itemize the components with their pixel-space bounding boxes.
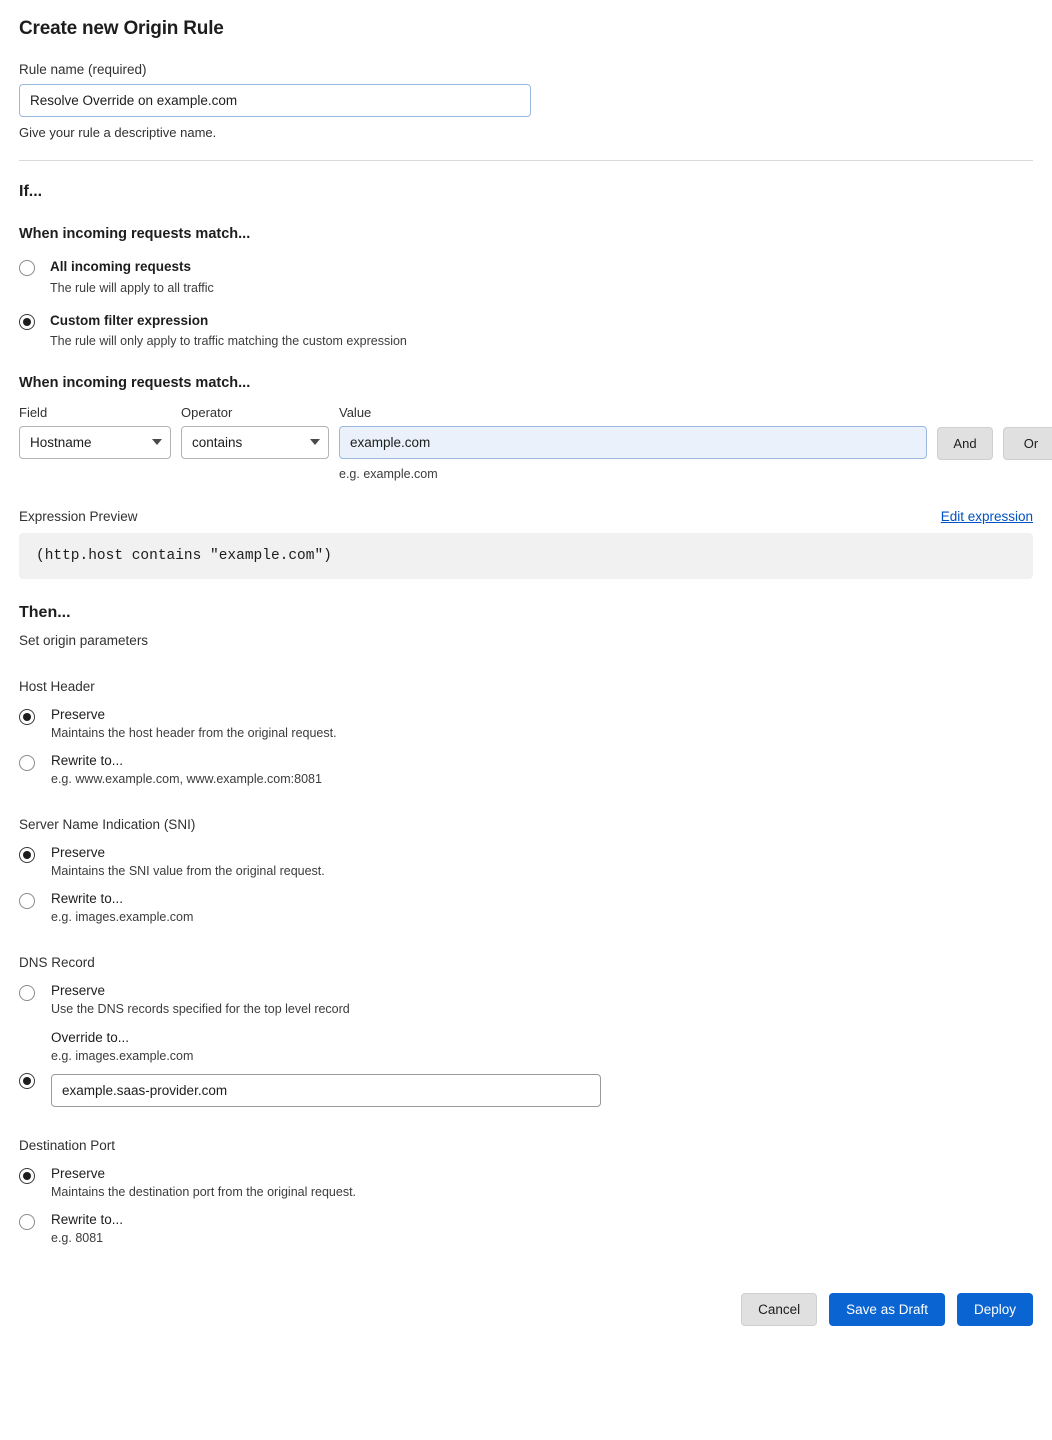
desc-port-rewrite: e.g. 8081 (51, 1230, 104, 1245)
label-port-preserve: Preserve (51, 1165, 106, 1181)
condition-operator-group (181, 405, 329, 459)
destination-port-label: Destination Port (19, 1137, 116, 1153)
desc-dns-preserve: Use the DNS records specified for the top level record (51, 1001, 350, 1016)
radio-sni-preserve[interactable] (19, 845, 1033, 878)
operator-select[interactable] (181, 426, 329, 459)
value-hint: e.g. example.com (339, 466, 438, 481)
desc-host-header-rewrite: e.g. www.example.com, www.example.com:8081 (51, 771, 322, 786)
expression-preview-header (19, 509, 1033, 524)
label-host-header-rewrite: Rewrite to... (51, 752, 124, 768)
radio-all-incoming-requests[interactable] (19, 258, 1033, 296)
save-as-draft-button[interactable]: Save as Draft (829, 1293, 945, 1326)
radio-dns-override[interactable] (19, 1030, 1033, 1107)
radio-icon-host-header-rewrite[interactable] (19, 755, 35, 771)
radio-desc-all-requests: The rule will apply to all traffic (50, 280, 214, 295)
radio-desc-custom-filter: The rule will only apply to traffic matching the custom expression (50, 334, 407, 349)
radio-host-header-rewrite[interactable] (19, 753, 1033, 786)
cancel-button[interactable]: Cancel (741, 1293, 817, 1326)
edit-expression-link[interactable]: Edit expression (940, 508, 1033, 524)
desc-host-header-preserve: Maintains the host header from the original request. (51, 725, 337, 740)
radio-icon-port-preserve[interactable] (19, 1168, 35, 1184)
logic-buttons (937, 405, 1052, 460)
then-section-heading: Then... (19, 603, 71, 621)
radio-custom-filter-expression[interactable] (19, 312, 1033, 350)
expression-preview-label: Expression Preview (19, 508, 138, 524)
value-label: Value (339, 404, 372, 420)
condition-field-group (19, 405, 171, 459)
rule-name-input[interactable] (19, 84, 531, 117)
radio-icon-sni-rewrite[interactable] (19, 893, 35, 909)
radio-icon-port-rewrite[interactable] (19, 1214, 35, 1230)
rule-name-hint: Give your rule a descriptive name. (19, 125, 217, 140)
footer-actions (19, 1293, 1033, 1344)
section-divider (19, 160, 1033, 161)
radio-icon-host-header-preserve[interactable] (19, 709, 35, 725)
if-section-heading: If... (19, 183, 43, 200)
desc-dns-override: e.g. images.example.com (51, 1048, 194, 1063)
condition-heading: When incoming requests match... (19, 374, 251, 391)
match-heading: When incoming requests match... (19, 226, 251, 242)
radio-icon-all-requests[interactable] (19, 260, 35, 276)
label-sni-preserve: Preserve (51, 844, 106, 860)
value-input[interactable] (339, 426, 927, 459)
expression-preview-box: (http.host contains "example.com") (19, 533, 1033, 579)
sni-label: Server Name Indication (SNI) (19, 816, 196, 832)
radio-icon-dns-preserve[interactable] (19, 985, 35, 1001)
label-sni-rewrite: Rewrite to... (51, 890, 124, 906)
or-button[interactable]: Or (1003, 427, 1052, 460)
then-section-subheading: Set origin parameters (19, 632, 149, 648)
radio-icon-dns-override[interactable] (19, 1073, 35, 1089)
field-label: Field (19, 404, 48, 420)
label-port-rewrite: Rewrite to... (51, 1211, 124, 1227)
radio-label-all-requests: All incoming requests (50, 259, 192, 274)
label-dns-override: Override to... (51, 1029, 130, 1045)
radio-destination-port-preserve[interactable] (19, 1166, 1033, 1199)
dns-record-label: DNS Record (19, 954, 95, 970)
radio-icon-sni-preserve[interactable] (19, 847, 35, 863)
desc-sni-rewrite: e.g. images.example.com (51, 909, 194, 924)
radio-dns-preserve[interactable] (19, 983, 1033, 1016)
label-dns-preserve: Preserve (51, 982, 106, 998)
deploy-button[interactable]: Deploy (957, 1293, 1033, 1326)
radio-sni-rewrite[interactable] (19, 891, 1033, 924)
radio-host-header-preserve[interactable] (19, 707, 1033, 740)
desc-port-preserve: Maintains the destination port from the original request. (51, 1184, 357, 1199)
page-title: Create new Origin Rule (19, 18, 224, 39)
field-select[interactable] (19, 426, 171, 459)
host-header-label: Host Header (19, 678, 95, 694)
radio-destination-port-rewrite[interactable] (19, 1212, 1033, 1245)
radio-icon-custom-filter[interactable] (19, 314, 35, 330)
operator-label: Operator (181, 404, 233, 420)
condition-row (19, 404, 1039, 481)
radio-label-custom-filter: Custom filter expression (50, 312, 209, 328)
dns-override-input[interactable] (51, 1074, 601, 1107)
desc-sni-preserve: Maintains the SNI value from the original request. (51, 863, 325, 878)
label-host-header-preserve: Preserve (51, 706, 106, 722)
condition-value-group (339, 405, 927, 481)
rule-name-label: Rule name (required) (19, 62, 147, 77)
and-button[interactable]: And (937, 427, 993, 460)
